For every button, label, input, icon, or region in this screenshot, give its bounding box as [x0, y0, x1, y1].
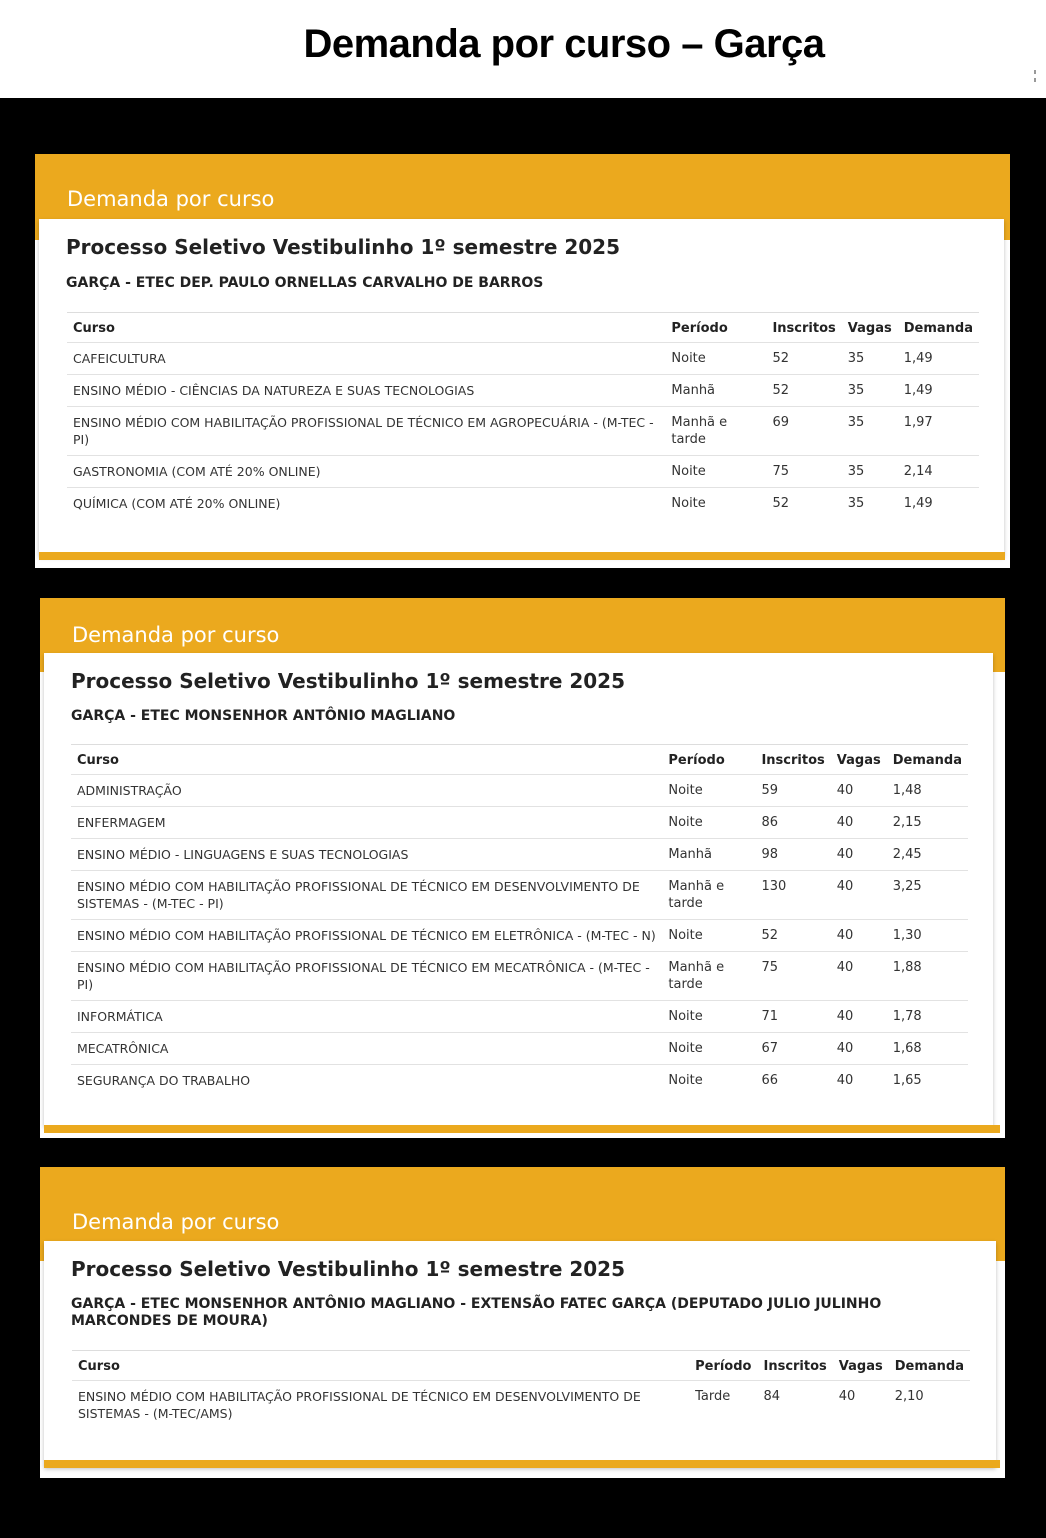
demand-card-3: [40, 1167, 1005, 1478]
table-header-row: [67, 313, 979, 343]
page-title: Demanda por curso – Garça: [303, 22, 825, 66]
cell-periodo: Noite: [662, 1065, 755, 1097]
table-row: [71, 1065, 968, 1097]
scroll-indicator: [1034, 70, 1036, 74]
column-header-curso: Curso: [72, 1351, 689, 1381]
cell-periodo: Manhã: [662, 839, 755, 871]
school-name: GARÇA - ETEC DEP. PAULO ORNELLAS CARVALHO DE BARROS: [66, 275, 544, 291]
school-name: GARÇA - ETEC MONSENHOR ANTÔNIO MAGLIANO: [71, 708, 456, 724]
cell-inscritos: 52: [766, 488, 841, 520]
cell-demanda: 2,10: [889, 1381, 970, 1430]
card-body: [44, 1241, 996, 1467]
cell-curso: INFORMÁTICA: [71, 1001, 662, 1033]
scroll-indicator: [1034, 78, 1036, 82]
cell-demanda: 2,14: [898, 456, 979, 488]
demand-card-2: [40, 598, 1005, 1138]
cell-inscritos: 71: [755, 1001, 830, 1033]
cell-demanda: 1,68: [887, 1033, 968, 1065]
cell-vagas: 40: [833, 1381, 889, 1430]
cell-curso: ENSINO MÉDIO - CIÊNCIAS DA NATUREZA E SUAS TECNOLOGIAS: [67, 375, 665, 407]
cell-vagas: 35: [842, 456, 898, 488]
column-header-demanda: Demanda: [887, 745, 968, 775]
column-header-inscritos: Inscritos: [757, 1351, 832, 1381]
cell-curso: ADMINISTRAÇÃO: [71, 775, 662, 807]
cell-curso: CAFEICULTURA: [67, 343, 665, 375]
card-header-title: Demanda por curso: [72, 1210, 280, 1234]
column-header-demanda: Demanda: [889, 1351, 970, 1381]
cell-vagas: 40: [831, 952, 887, 1001]
cell-demanda: 1,49: [898, 375, 979, 407]
cell-inscritos: 86: [755, 807, 830, 839]
cell-inscritos: 52: [755, 920, 830, 952]
cell-vagas: 40: [831, 775, 887, 807]
process-title: Processo Seletivo Vestibulinho 1º semestre 2025: [71, 669, 626, 693]
table-row: [71, 952, 968, 1001]
card-footer-bar: [44, 1125, 1000, 1133]
cell-inscritos: 52: [766, 375, 841, 407]
table-row: [71, 775, 968, 807]
table-row: [67, 407, 979, 456]
cell-periodo: Noite: [662, 1001, 755, 1033]
cell-periodo: Manhã e tarde: [665, 407, 766, 456]
cell-vagas: 40: [831, 1001, 887, 1033]
card-header-title: Demanda por curso: [72, 623, 280, 647]
table-row: [71, 807, 968, 839]
cell-inscritos: 59: [755, 775, 830, 807]
cell-vagas: 40: [831, 1033, 887, 1065]
cell-demanda: 3,25: [887, 871, 968, 920]
cell-inscritos: 75: [755, 952, 830, 1001]
column-header-vagas: Vagas: [831, 745, 887, 775]
cell-inscritos: 67: [755, 1033, 830, 1065]
card-header-title: Demanda por curso: [67, 187, 275, 211]
cell-inscritos: 52: [766, 343, 841, 375]
table-body: [67, 343, 979, 520]
cell-periodo: Noite: [665, 456, 766, 488]
table-row: [67, 488, 979, 520]
cell-curso: ENSINO MÉDIO COM HABILITAÇÃO PROFISSIONAL DE TÉCNICO EM AGROPECUÁRIA - (M-TEC - PI): [67, 407, 665, 456]
column-header-demanda: Demanda: [898, 313, 979, 343]
column-header-curso: Curso: [67, 313, 665, 343]
cell-periodo: Manhã: [665, 375, 766, 407]
cell-periodo: Manhã e tarde: [662, 952, 755, 1001]
table-row: [72, 1381, 970, 1430]
cell-inscritos: 75: [766, 456, 841, 488]
cell-curso: ENSINO MÉDIO COM HABILITAÇÃO PROFISSIONAL DE TÉCNICO EM MECATRÔNICA - (M-TEC - PI): [71, 952, 662, 1001]
table-header-row: [71, 745, 968, 775]
cell-vagas: 35: [842, 343, 898, 375]
cell-periodo: Tarde: [689, 1381, 757, 1430]
cell-vagas: 40: [831, 920, 887, 952]
card-footer-bar: [39, 552, 1005, 560]
column-header-periodo: Período: [689, 1351, 757, 1381]
card-footer-bar: [44, 1460, 1000, 1468]
cell-periodo: Noite: [662, 1033, 755, 1065]
page-header: [0, 0, 1046, 98]
cell-inscritos: 98: [755, 839, 830, 871]
column-header-inscritos: Inscritos: [766, 313, 841, 343]
cell-demanda: 1,65: [887, 1065, 968, 1097]
cell-curso: ENSINO MÉDIO COM HABILITAÇÃO PROFISSIONAL DE TÉCNICO EM DESENVOLVIMENTO DE SISTEMAS - (M-TEC - PI): [71, 871, 662, 920]
table-row: [71, 920, 968, 952]
cell-inscritos: 130: [755, 871, 830, 920]
demand-table: [71, 744, 968, 1096]
column-header-vagas: Vagas: [833, 1351, 889, 1381]
card-body: [44, 653, 993, 1126]
cell-curso: GASTRONOMIA (COM ATÉ 20% ONLINE): [67, 456, 665, 488]
cell-vagas: 40: [831, 1065, 887, 1097]
cell-curso: ENSINO MÉDIO - LINGUAGENS E SUAS TECNOLOGIAS: [71, 839, 662, 871]
cell-inscritos: 69: [766, 407, 841, 456]
cell-periodo: Manhã e tarde: [662, 871, 755, 920]
cell-demanda: 1,48: [887, 775, 968, 807]
cell-vagas: 40: [831, 839, 887, 871]
demand-table: [72, 1350, 970, 1429]
table-row: [71, 839, 968, 871]
table-row: [67, 456, 979, 488]
cell-curso: ENSINO MÉDIO COM HABILITAÇÃO PROFISSIONAL DE TÉCNICO EM DESENVOLVIMENTO DE SISTEMAS - (M-TEC/AMS): [72, 1381, 689, 1430]
cell-demanda: 1,49: [898, 488, 979, 520]
cell-inscritos: 84: [757, 1381, 832, 1430]
school-name: GARÇA - ETEC MONSENHOR ANTÔNIO MAGLIANO - EXTENSÃO FATEC GARÇA (DEPUTADO JULIO JULINHO MARCONDES DE MOURA): [71, 1296, 882, 1329]
cell-vagas: 40: [831, 807, 887, 839]
cell-curso: QUÍMICA (COM ATÉ 20% ONLINE): [67, 488, 665, 520]
cell-periodo: Noite: [662, 807, 755, 839]
cell-vagas: 35: [842, 375, 898, 407]
demand-table: [67, 312, 979, 519]
cell-demanda: 1,30: [887, 920, 968, 952]
cell-curso: ENSINO MÉDIO COM HABILITAÇÃO PROFISSIONAL DE TÉCNICO EM ELETRÔNICA - (M-TEC - N): [71, 920, 662, 952]
process-title: Processo Seletivo Vestibulinho 1º semestre 2025: [71, 1257, 626, 1281]
cell-demanda: 2,45: [887, 839, 968, 871]
cell-curso: ENFERMAGEM: [71, 807, 662, 839]
table-row: [71, 871, 968, 920]
cell-demanda: 1,49: [898, 343, 979, 375]
column-header-periodo: Período: [665, 313, 766, 343]
cell-curso: MECATRÔNICA: [71, 1033, 662, 1065]
demand-card-1: [35, 154, 1010, 568]
cell-periodo: Noite: [665, 488, 766, 520]
card-body: [39, 219, 1004, 556]
column-header-curso: Curso: [71, 745, 662, 775]
table-row: [71, 1033, 968, 1065]
cell-inscritos: 66: [755, 1065, 830, 1097]
cell-periodo: Noite: [662, 775, 755, 807]
column-header-vagas: Vagas: [842, 313, 898, 343]
table-row: [67, 343, 979, 375]
cell-vagas: 35: [842, 488, 898, 520]
cell-periodo: Noite: [662, 920, 755, 952]
cell-vagas: 40: [831, 871, 887, 920]
process-title: Processo Seletivo Vestibulinho 1º semestre 2025: [66, 235, 621, 259]
cell-demanda: 1,88: [887, 952, 968, 1001]
table-body: [72, 1381, 970, 1430]
column-header-periodo: Período: [662, 745, 755, 775]
cell-demanda: 1,97: [898, 407, 979, 456]
cell-vagas: 35: [842, 407, 898, 456]
table-header-row: [72, 1351, 970, 1381]
cell-demanda: 1,78: [887, 1001, 968, 1033]
table-row: [71, 1001, 968, 1033]
cell-periodo: Noite: [665, 343, 766, 375]
cell-curso: SEGURANÇA DO TRABALHO: [71, 1065, 662, 1097]
table-body: [71, 775, 968, 1097]
table-row: [67, 375, 979, 407]
cell-demanda: 2,15: [887, 807, 968, 839]
column-header-inscritos: Inscritos: [755, 745, 830, 775]
